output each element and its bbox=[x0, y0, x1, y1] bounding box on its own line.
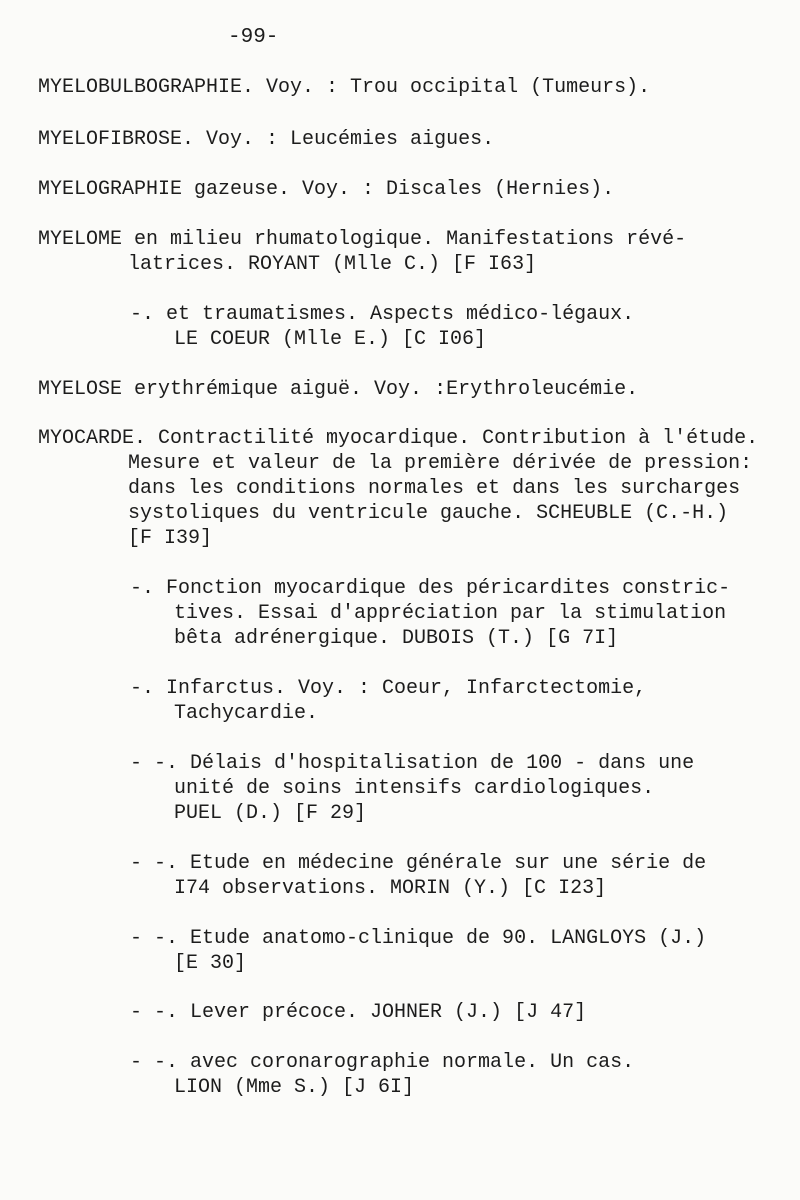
entry-delais-line: - -. Délais d'hospitalisation de 100 - dans une bbox=[130, 752, 695, 775]
entry-myelome-trauma-line: -. et traumatismes. Aspects médico-légaux. bbox=[130, 303, 635, 326]
entry-myelose: MYELOSE erythrémique aiguë. Voy. :Erythroleucémie. bbox=[38, 378, 639, 401]
entry-myelofibrose: MYELOFIBROSE. Voy. : Leucémies aigues. bbox=[38, 128, 495, 151]
entry-myelome-line: latrices. ROYANT (Mlle C.) [F I63] bbox=[128, 253, 537, 276]
entry-delais-line: PUEL (D.) [F 29] bbox=[174, 802, 367, 825]
entry-lever-precoce: - -. Lever précoce. JOHNER (J.) [J 47] bbox=[130, 1001, 587, 1024]
entry-etude-medecine-line: I74 observations. MORIN (Y.) [C I23] bbox=[174, 877, 607, 900]
entry-coronarographie-line: LION (Mme S.) [J 6I] bbox=[174, 1076, 415, 1099]
entry-myelome-trauma-line: LE COEUR (Mlle E.) [C I06] bbox=[174, 328, 487, 351]
page-number: -99- bbox=[228, 26, 279, 49]
entry-myelographie: MYELOGRAPHIE gazeuse. Voy. : Discales (Hernies). bbox=[38, 178, 615, 201]
entry-etude-anatomo-line: - -. Etude anatomo-clinique de 90. LANGLOYS (J.) bbox=[130, 927, 707, 950]
entry-myocarde-line: dans les conditions normales et dans les surcharges bbox=[128, 477, 741, 500]
entry-etude-medecine-line: - -. Etude en médecine générale sur une série de bbox=[130, 852, 707, 875]
entry-myelobulbographie: MYELOBULBOGRAPHIE. Voy. : Trou occipital (Tumeurs). bbox=[38, 76, 651, 99]
entry-myelome-line: MYELOME en milieu rhumatologique. Manifestations révé- bbox=[38, 228, 687, 251]
entry-coronarographie-line: - -. avec coronarographie normale. Un cas. bbox=[130, 1051, 635, 1074]
entry-fonction-myocardique-line: -. Fonction myocardique des péricardites constric- bbox=[130, 577, 731, 600]
entry-myocarde-line: MYOCARDE. Contractilité myocardique. Contribution à l'étude. bbox=[38, 427, 759, 450]
entry-myocarde-line: [F I39] bbox=[128, 527, 213, 550]
entry-etude-anatomo-line: [E 30] bbox=[174, 952, 247, 975]
entry-delais-line: unité de soins intensifs cardiologiques. bbox=[174, 777, 655, 800]
entry-infarctus-line: -. Infarctus. Voy. : Coeur, Infarctectomie, bbox=[130, 677, 647, 700]
entry-myocarde-line: Mesure et valeur de la première dérivée de pression: bbox=[128, 452, 753, 475]
entry-myocarde-line: systoliques du ventricule gauche. SCHEUBLE (C.-H.) bbox=[128, 502, 729, 525]
entry-fonction-myocardique-line: tives. Essai d'appréciation par la stimulation bbox=[174, 602, 727, 625]
entry-fonction-myocardique-line: bêta adrénergique. DUBOIS (T.) [G 7I] bbox=[174, 627, 619, 650]
entry-infarctus-line: Tachycardie. bbox=[174, 702, 319, 725]
